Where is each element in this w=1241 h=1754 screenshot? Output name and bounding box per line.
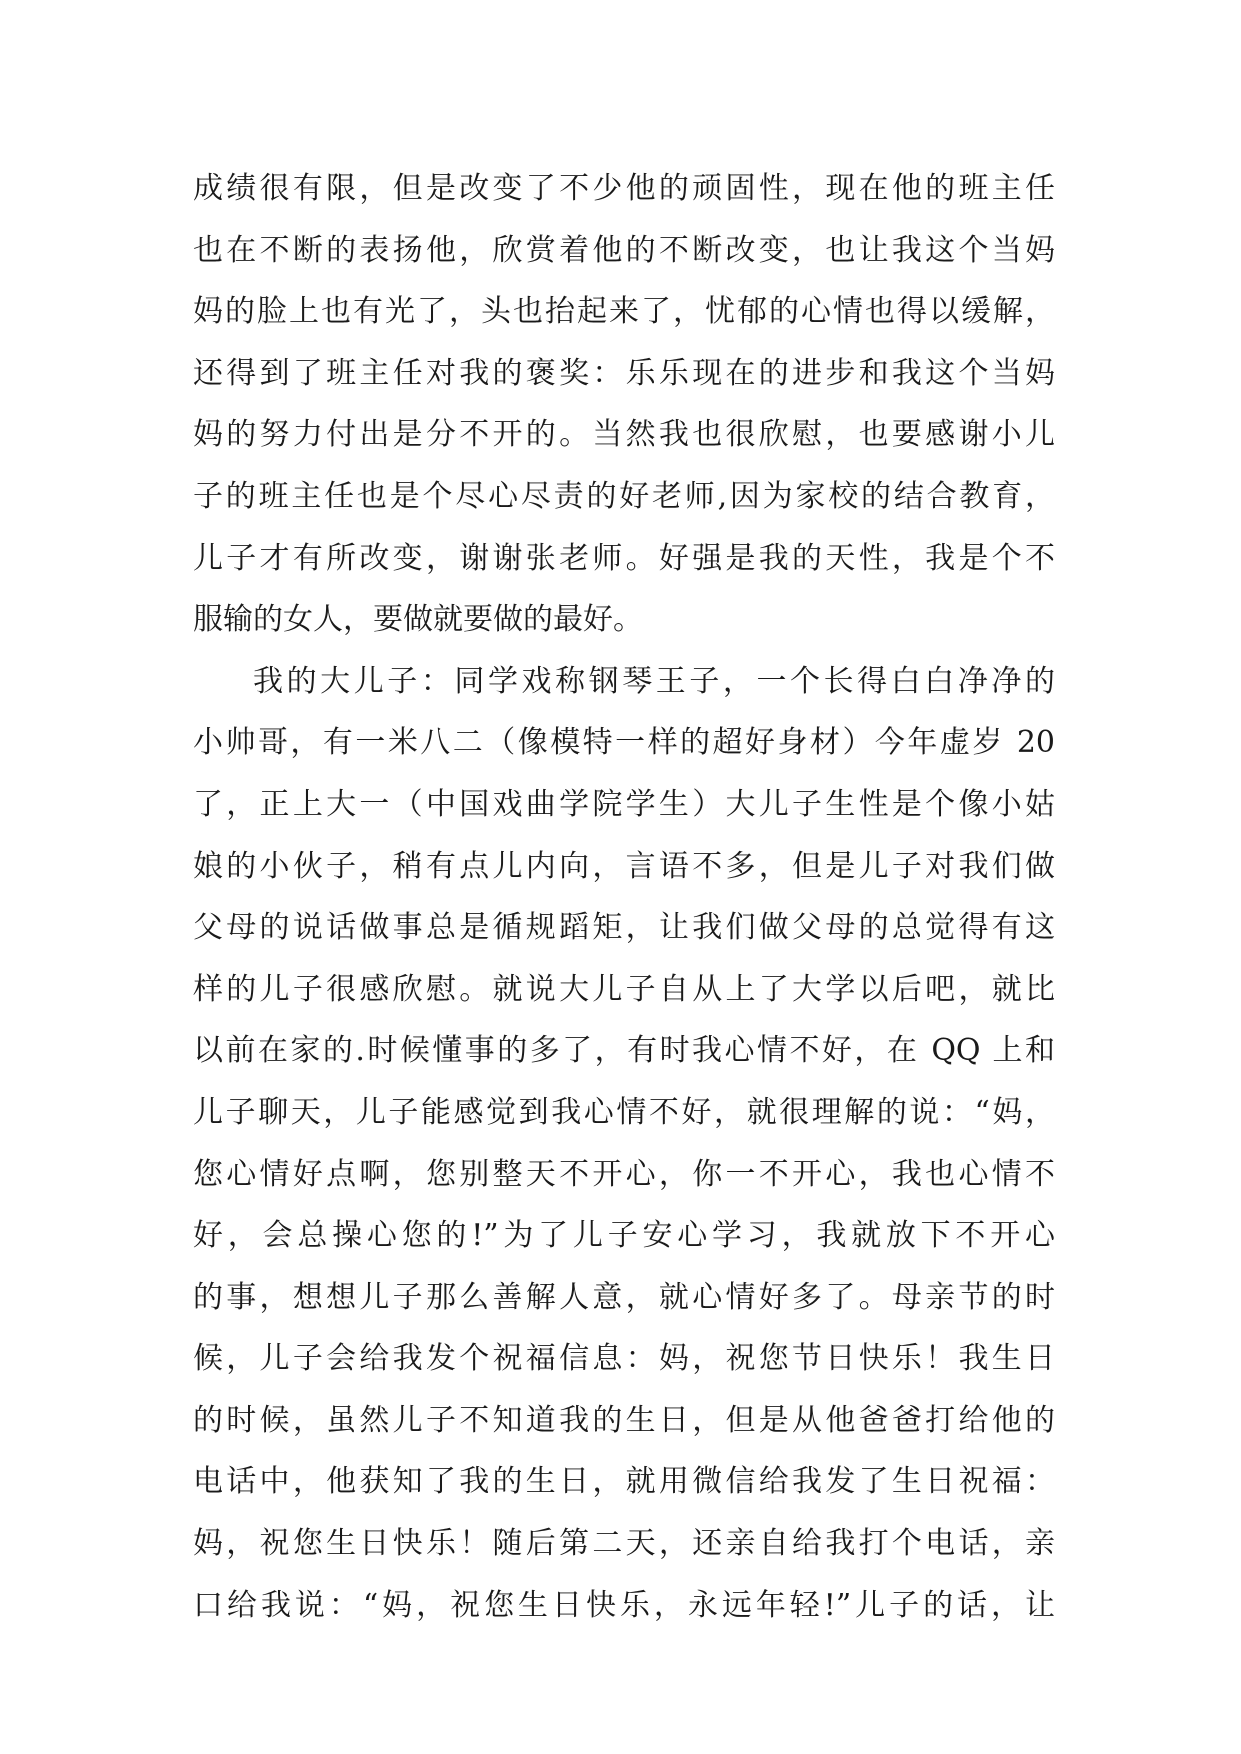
- text-line: 妈的脸上也有光了，头也抬起来了，忧郁的心情也得以缓解，: [193, 294, 1055, 330]
- text-line: 娘的小伙子，稍有点儿内向，言语不多，但是儿子对我们做: [193, 848, 1055, 884]
- text-line: 样的儿子很感欣慰。就说大儿子自从上了大学以后吧，就比: [193, 971, 1055, 1007]
- text-line: 好，会总操心您的!”为了儿子安心学习，我就放下不开心: [193, 1218, 1055, 1254]
- text-line: 的事，想想儿子那么善解人意，就心情好多了。母亲节的时: [193, 1279, 1055, 1315]
- text-line: 儿子才有所改变，谢谢张老师。好强是我的天性，我是个不: [193, 540, 1055, 576]
- paragraph-start-line: 我的大儿子：同学戏称钢琴王子，一个长得白白净净的: [253, 663, 1055, 699]
- text-line: 口给我说：“妈，祝您生日快乐，永远年轻!”儿子的话，让: [193, 1587, 1055, 1623]
- text-line: 儿子聊天，儿子能感觉到我心情不好，就很理解的说：“妈，: [193, 1094, 1055, 1130]
- text-line: 还得到了班主任对我的褒奖：乐乐现在的进步和我这个当妈: [193, 355, 1055, 391]
- text-line: 妈，祝您生日快乐！随后第二天，还亲自给我打个电话，亲: [193, 1526, 1055, 1562]
- text-line: 小帅哥，有一米八二（像模特一样的超好身材）今年虚岁 20: [193, 725, 1055, 761]
- text-line: 候，儿子会给我发个祝福信息：妈，祝您节日快乐！我生日: [193, 1341, 1055, 1377]
- text-line: 父母的说话做事总是循规蹈矩，让我们做父母的总觉得有这: [193, 910, 1055, 946]
- body-text: [193, 158, 1055, 1636]
- text-line: 成绩很有限，但是改变了不少他的顽固性，现在他的班主任: [193, 171, 1055, 206]
- text-line: 的时候，虽然儿子不知道我的生日，但是从他爸爸打给他的: [193, 1402, 1055, 1438]
- text-line: 也在不断的表扬他，欣赏着他的不断改变，也让我这个当妈: [193, 232, 1055, 268]
- text-line: 电话中，他获知了我的生日，就用微信给我发了生日祝福：: [193, 1464, 1055, 1500]
- text-line: 妈的努力付出是分不开的。当然我也很欣慰，也要感谢小儿: [193, 417, 1055, 453]
- text-line: 了，正上大一（中国戏曲学院学生）大儿子生性是个像小姑: [193, 786, 1055, 822]
- text-line: 子的班主任也是个尽心尽责的好老师,因为家校的结合教育，: [193, 478, 1055, 514]
- text-line: 您心情好点啊，您别整天不开心，你一不开心，我也心情不: [193, 1156, 1055, 1192]
- text-line: 以前在家的.时候懂事的多了，有时我心情不好，在 QQ 上和: [193, 1033, 1055, 1069]
- text-line: 服输的女人，要做就要做的最好。: [193, 602, 643, 638]
